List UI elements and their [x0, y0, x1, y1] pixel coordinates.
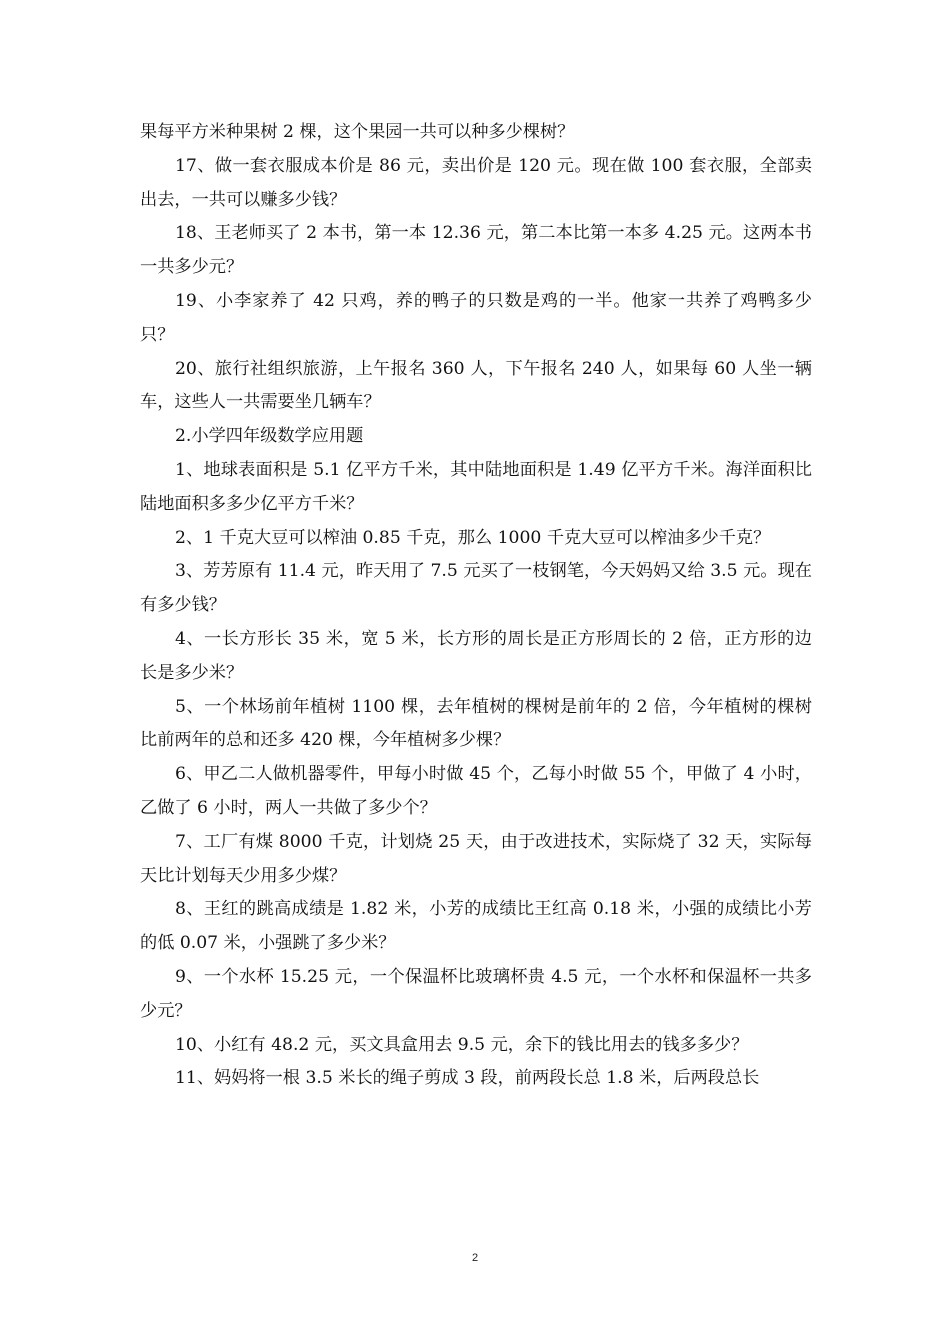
page-number: 2	[471, 1252, 479, 1264]
paragraph-question-4: 4、一长方形长 35 米，宽 5 米，长方形的周长是正方形周长的 2 倍，正方形的边长是多少米？	[140, 628, 812, 683]
paragraph-question-6: 6、甲乙二人做机器零件，甲每小时做 45 个，乙每小时做 55 个，甲做了 4 小时，乙做了 6 小时，两人一共做了多少个？	[140, 764, 812, 818]
section-heading: 2.小学四年级数学应用题	[175, 426, 364, 447]
paragraph-question-10: 10、小红有 48.2 元，买文具盒用去 9.5 元，余下的钱比用去的钱多多少？	[175, 1034, 749, 1055]
paragraph-question-19: 19、小李家养了 42 只鸡，养的鸭子的只数是鸡的一半。他家一共养了鸡鸭多少只？	[140, 290, 812, 345]
paragraph-question-18: 18、王老师买了 2 本书，第一本 12.36 元，第二本比第一本多 4.25 元。这两本书一共多少元？	[140, 223, 812, 278]
document-body	[140, 116, 812, 1096]
paragraph-question-7: 7、工厂有煤 8000 千克，计划烧 25 天，由于改进技术，实际烧了 32 天，实际每天比计划每天少用多少煤？	[140, 831, 812, 886]
paragraph-question-8: 8、王红的跳高成绩是 1.82 米，小芳的成绩比王红高 0.18 米，小强的成绩比小芳的低 0.07 米，小强跳了多少米？	[140, 899, 812, 954]
paragraph-question-20: 20、旅行社组织旅游，上午报名 360 人，下午报名 240 人，如果每 60 人坐一辆车，这些人一共需要坐几辆车？	[140, 358, 812, 413]
paragraph-question-2: 2、1 千克大豆可以榨油 0.85 千克，那么 1000 千克大豆可以榨油多少千克？	[175, 527, 771, 548]
paragraph-question-3: 3、芳芳原有 11.4 元，昨天用了 7.5 元买了一枝钢笔，今天妈妈又给 3.5 元。现在有多少钱？	[140, 561, 812, 616]
paragraph-question-9: 9、一个水杯 15.25 元，一个保温杯比玻璃杯贵 4.5 元，一个水杯和保温杯一共多少元？	[140, 966, 812, 1021]
paragraph-question-11: 11、妈妈将一根 3.5 米长的绳子剪成 3 段，前两段长总 1.8 米，后两段总长	[175, 1068, 760, 1089]
paragraph-question-5: 5、一个林场前年植树 1100 棵，去年植树的棵树是前年的 2 倍，今年植树的棵树比前两年的总和还多 420 棵，今年植树多少棵？	[140, 696, 812, 751]
paragraph-question-17: 17、做一套衣服成本价是 86 元，卖出价是 120 元。现在做 100 套衣服，全部卖出去，一共可以赚多少钱？	[140, 155, 812, 210]
paragraph-question-1: 1、地球表面积是 5.1 亿平方千米，其中陆地面积是 1.49 亿平方千米。海洋面积比陆地面积多多少亿平方千米？	[140, 459, 812, 514]
paragraph-continuation: 果每平方米种果树 2 棵，这个果园一共可以种多少棵树？	[140, 122, 575, 142]
